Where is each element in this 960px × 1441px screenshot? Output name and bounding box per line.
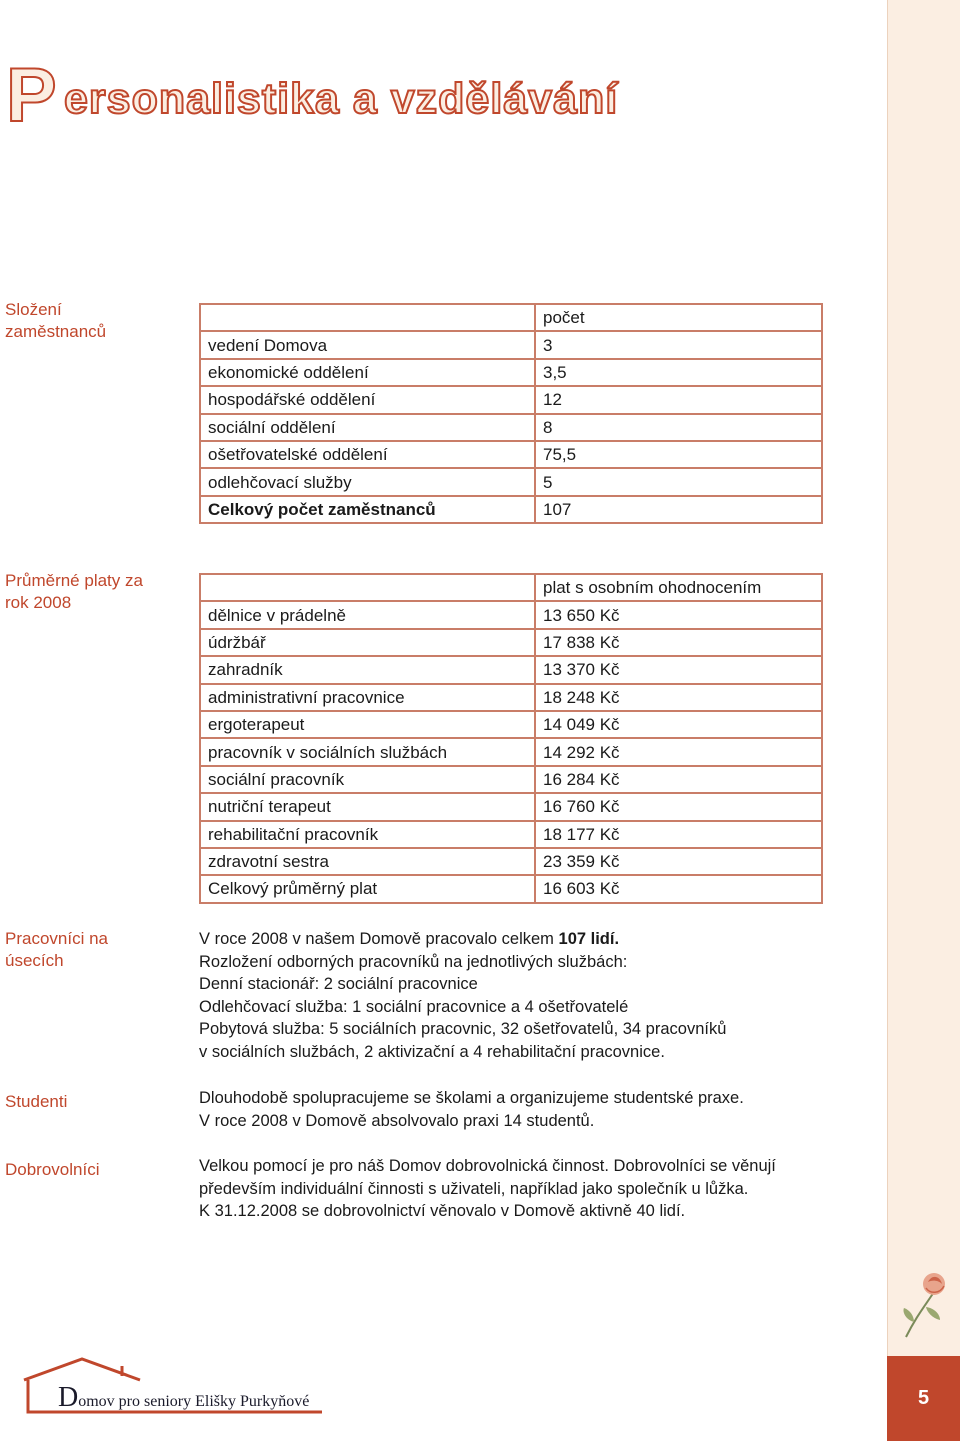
page-number: 5 xyxy=(887,1356,960,1441)
studenti-line: V roce 2008 v Domově absolvovalo praxi 14 studentů. xyxy=(199,1111,595,1130)
row-label: pracovník v sociálních službách xyxy=(200,738,535,765)
dobrovolnici-line: K 31.12.2008 se dobrovolnictví věnovalo v Domově aktivně 40 lidí. xyxy=(199,1202,686,1220)
total-label: Celkový průměrný plat xyxy=(200,875,535,902)
row-label: ošetřovatelské oddělení xyxy=(200,441,535,468)
section-label-pracovnici: Pracovníci na úsecích xyxy=(5,929,108,970)
row-value: 16 760 Kč xyxy=(535,793,822,820)
dobrovolnici-line: Velkou pomocí je pro náš Domov dobrovolnická činnost. Dobrovolníci se věnují xyxy=(199,1157,776,1175)
pracovnici-line: Pobytová služba: 5 sociálních pracovnic, 32 ošetřovatelů, 34 pracovníků xyxy=(199,1020,727,1038)
logo-text xyxy=(58,1382,309,1414)
total-value: 16 603 Kč xyxy=(535,875,822,902)
table-header-row xyxy=(200,304,822,331)
pracovnici-paragraph xyxy=(199,928,869,1063)
table-header: počet xyxy=(543,308,585,328)
logo-initial: D xyxy=(58,1382,79,1413)
row-value: 23 359 Kč xyxy=(535,848,822,875)
row-label: dělnice v prádelně xyxy=(200,601,535,628)
table-row xyxy=(200,441,822,468)
row-value: 3,5 xyxy=(535,359,822,386)
title-initial: P xyxy=(6,53,57,138)
row-label: ergoterapeut xyxy=(200,711,535,738)
total-value: 107 xyxy=(535,496,822,523)
section-label-dobrovolnici: Dobrovolníci xyxy=(5,1160,100,1179)
pracovnici-line: Rozložení odborných pracovníků na jednotlivých službách: xyxy=(199,952,628,971)
row-label: zdravotní sestra xyxy=(200,848,535,875)
table-row xyxy=(200,601,822,628)
total-label: Celkový počet zaměstnanců xyxy=(200,496,535,523)
row-value: 8 xyxy=(535,414,822,441)
table-total-row xyxy=(200,875,822,902)
section-label-studenti: Studenti xyxy=(5,1092,68,1111)
table-row xyxy=(200,468,822,495)
table-row xyxy=(200,848,822,875)
table-row xyxy=(200,656,822,683)
row-value: 75,5 xyxy=(535,441,822,468)
dobrovolnici-paragraph xyxy=(199,1155,869,1223)
row-value: 3 xyxy=(535,331,822,358)
row-label: administrativní pracovnice xyxy=(200,684,535,711)
row-label: sociální oddělení xyxy=(200,414,535,441)
row-value: 12 xyxy=(535,386,822,413)
row-label: nutriční terapeut xyxy=(200,793,535,820)
row-value: 18 177 Kč xyxy=(535,821,822,848)
row-value: 13 370 Kč xyxy=(535,656,822,683)
side-strip xyxy=(887,0,960,1441)
salary-table xyxy=(199,573,823,904)
row-label: hospodářské oddělení xyxy=(200,386,535,413)
row-value: 17 838 Kč xyxy=(535,629,822,656)
pracovnici-line: Odlehčovací služba: 1 sociální pracovnice a 4 ošetřovatelé xyxy=(199,997,629,1016)
rose-icon xyxy=(896,1262,956,1342)
table-header: plat s osobním ohodnocením xyxy=(543,578,762,598)
row-value: 5 xyxy=(535,468,822,495)
table-row xyxy=(200,738,822,765)
table-row xyxy=(200,414,822,441)
table-row xyxy=(200,684,822,711)
studenti-line: Dlouhodobě spolupracujeme se školami a organizujeme studentské praxe. xyxy=(199,1089,744,1107)
table-row xyxy=(200,331,822,358)
pracovnici-line: Denní stacionář: 2 sociální pracovnice xyxy=(199,975,478,993)
table-row xyxy=(200,359,822,386)
table-row xyxy=(200,629,822,656)
section-label-slozeni: Složení zaměstnanců xyxy=(5,300,107,341)
row-label: zahradník xyxy=(200,656,535,683)
table-row xyxy=(200,386,822,413)
staff-table xyxy=(199,303,823,524)
table-row xyxy=(200,766,822,793)
row-value: 16 284 Kč xyxy=(535,766,822,793)
row-value: 13 650 Kč xyxy=(535,601,822,628)
section-label-platy: Průměrné platy za rok 2008 xyxy=(5,571,143,612)
table-row xyxy=(200,711,822,738)
row-label: odlehčovací služby xyxy=(200,468,535,495)
table-row xyxy=(200,821,822,848)
table-total-row xyxy=(200,496,822,523)
row-label: vedení Domova xyxy=(200,331,535,358)
row-label: rehabilitační pracovník xyxy=(200,821,535,848)
title-text: ersonalistika a vzdělávání xyxy=(64,75,619,123)
row-value: 14 292 Kč xyxy=(535,738,822,765)
row-label: ekonomické oddělení xyxy=(200,359,535,386)
table-header-row xyxy=(200,574,822,601)
row-label: údržbář xyxy=(200,629,535,656)
dobrovolnici-line: především individuální činnosti s uživateli, například jako společník u lůžka. xyxy=(199,1179,749,1198)
studenti-paragraph xyxy=(199,1087,869,1132)
row-value: 14 049 Kč xyxy=(535,711,822,738)
pracovnici-bold: 107 lidí. xyxy=(558,930,620,948)
table-row xyxy=(200,793,822,820)
pracovnici-line: V roce 2008 v našem Domově pracovalo celkem xyxy=(199,930,559,948)
row-label: sociální pracovník xyxy=(200,766,535,793)
row-value: 18 248 Kč xyxy=(535,684,822,711)
logo-name: omov pro seniory Elišky Purkyňové xyxy=(78,1393,310,1410)
pracovnici-line: v sociálních službách, 2 aktivizační a 4 rehabilitační pracovnice. xyxy=(199,1042,665,1061)
